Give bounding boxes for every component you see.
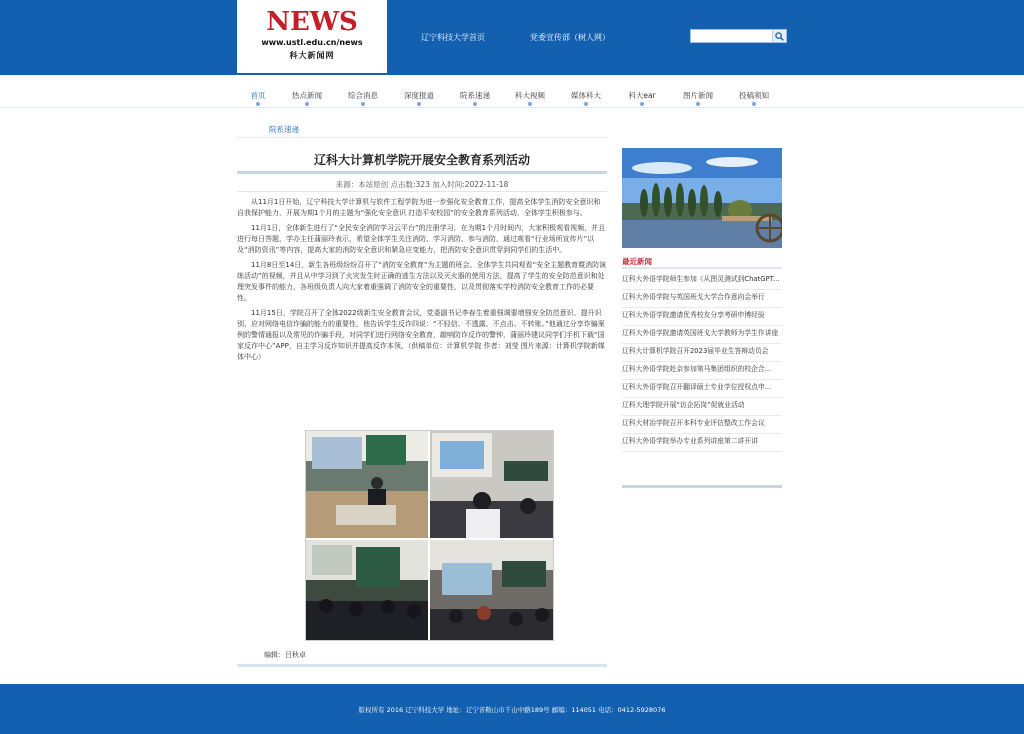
recent-news-item[interactable]: 辽科大外语学院师生参加《从图灵测试到ChatGPT... xyxy=(622,272,782,290)
university-home-link[interactable]: 辽宁科技大学首页 xyxy=(421,33,485,42)
recent-news-item[interactable]: 辽科大外语学院赴京参加第马集团组织的校企合... xyxy=(622,362,782,380)
recent-news-item[interactable]: 辽科大外语学院邀请优秀校友分享考研申博经验 xyxy=(622,308,782,326)
sidebar-end-bar xyxy=(622,485,782,488)
nav-photo-news[interactable]: 图片新闻 xyxy=(683,91,713,100)
campus-photo xyxy=(622,148,782,248)
recent-news-item[interactable]: 辽科大计算机学院召开2023届毕业生答辩动员会 xyxy=(622,344,782,362)
recent-news-item[interactable]: 辽科大外语学院召开翻译硕士专业学位授权点申... xyxy=(622,380,782,398)
site-logo[interactable] xyxy=(237,0,387,73)
search-input[interactable] xyxy=(691,30,773,42)
nav-broadcast[interactable]: 科大ear xyxy=(628,91,656,100)
logo-subtitle: 科大新闻网 xyxy=(289,51,335,60)
divider xyxy=(237,191,607,192)
recent-news-item[interactable]: 辽科大材冶学院召开本科专业评估整改工作会议 xyxy=(622,416,782,434)
recent-news-item[interactable]: 辽科大理学院开展“访企拓岗”促就业活动 xyxy=(622,398,782,416)
nav-dot xyxy=(361,102,365,106)
footer-text: 版权所有 2016 辽宁科技大学 地址：辽宁省鞍山市千山中路189号 邮编：114051 电话：0412-5928076 xyxy=(358,706,666,714)
nav-dot xyxy=(640,102,644,106)
recent-news-item[interactable]: 辽科大外语学院邀请英国班戈大学教师为学生作讲座 xyxy=(622,326,782,344)
recent-news-list xyxy=(622,272,782,452)
nav-submission[interactable]: 投稿须知 xyxy=(739,91,769,100)
search-button[interactable] xyxy=(772,30,786,42)
nav-dot xyxy=(696,102,700,106)
nav-dot xyxy=(473,102,477,106)
search-icon xyxy=(775,32,784,41)
article-photo xyxy=(305,430,554,641)
article-title: 辽科大计算机学院开展安全教育系列活动 xyxy=(313,153,530,167)
nav-home[interactable]: 首页 xyxy=(250,91,266,100)
nav-dot xyxy=(528,102,532,106)
nav-general-news[interactable]: 综合消息 xyxy=(348,91,378,100)
divider xyxy=(622,267,782,269)
nav-hot-news[interactable]: 热点新闻 xyxy=(292,91,322,100)
article-editor: 编辑：吕秋卓 xyxy=(264,651,306,659)
logo-title: NEWS xyxy=(266,7,358,37)
logo-url: www.ustl.edu.cn/news xyxy=(261,38,363,47)
nav-department-news[interactable]: 院系速递 xyxy=(460,91,490,100)
sidebar-campus-photo[interactable] xyxy=(622,148,782,248)
site-header xyxy=(0,0,1024,75)
article-paragraph: 从11月1日开始，辽宁科技大学计算机与软件工程学院为进一步强化安全教育工作，提高全体学生消防安全意识和自我保护能力，开展为期1个月的主题为“强化安全意识 打造平安校园”的安全教育系列活动，全体学生积极参与。 xyxy=(237,198,601,217)
article-body xyxy=(237,197,607,367)
recent-news-heading: 最近新闻 xyxy=(622,257,652,266)
site-footer xyxy=(0,684,1024,734)
divider xyxy=(237,137,607,138)
search-box xyxy=(690,29,787,43)
nav-dot xyxy=(417,102,421,106)
breadcrumb[interactable]: 院系速递 xyxy=(269,125,299,134)
article-paragraph: 11月8日至14日，新生各班级纷纷召开了“消防安全教育”为主题的班会。全体学生共同观看“安全主题教育暨消防演练活动”的视频，并且从中学习到了火灾发生时正确的逃生方法以及灭火器的使用方法，提高了学生的安全防范意识和处理突发事件的能力，各班级负责人向大家着重强调了消防安全的重要性，以及贯彻落实学校消防安全教育工作的必要性。 xyxy=(237,261,607,302)
main-nav xyxy=(0,75,1024,108)
nav-dot xyxy=(752,102,756,106)
recent-news-item[interactable]: 辽科大外语学院举办专业系列讲座第二讲开讲 xyxy=(622,434,782,452)
article-paragraph: 11月15日，学院召开了全体2022级新生安全教育会议，党委副书记李春生着重强调要增强安全防范意识、提升识别、应对网络电信诈骗的能力的重要性，他告诉学生反诈四说：“不轻信、不透露、不点击、不转账。”他通过分享诈骗案例的警情通报以及常见的诈骗手段，对同学们进行网络安全教育，敲响防诈反诈的警钟，蒲丽玲建议同学们手机下载“国家反诈中心”APP，自主学习反诈知识并提高反诈本领。（供稿单位：计算机学院 作者：刘莹 图片来源：计算机学院新媒体中心） xyxy=(237,309,605,361)
nav-video[interactable]: 科大视频 xyxy=(515,91,545,100)
article-end-bar xyxy=(237,664,607,667)
article-meta: 来源：本站原创 点击数:323 加入时间:2022-11-18 xyxy=(335,180,509,189)
article-paragraph: 11月1日，全体新生进行了“全民安全消防学习云平台”的注册学习，在为期1个月时间内，大家积极观看视频，并且进行每日答题，学办主任蒲丽玲表示，希望全体学生关注消防、学习消防、参与消防，通过观看“行业场所宣传片”以及“消防资讯”等内容，提高大家的消防安全意识和紧急应变能力，把消防安全意识贯穿到同学们的生活中。 xyxy=(237,224,606,254)
nav-dot xyxy=(256,102,260,106)
nav-dot xyxy=(584,102,588,106)
nav-in-depth[interactable]: 深度报道 xyxy=(404,91,434,100)
propaganda-dept-link[interactable]: 党委宣传部（树人网） xyxy=(530,33,610,42)
photo-collage xyxy=(306,431,554,641)
nav-media[interactable]: 媒体科大 xyxy=(571,91,601,100)
nav-dot xyxy=(305,102,309,106)
title-divider xyxy=(237,171,607,174)
recent-news-item[interactable]: 辽科大外语学院与英国班戈大学合作意向会举行 xyxy=(622,290,782,308)
